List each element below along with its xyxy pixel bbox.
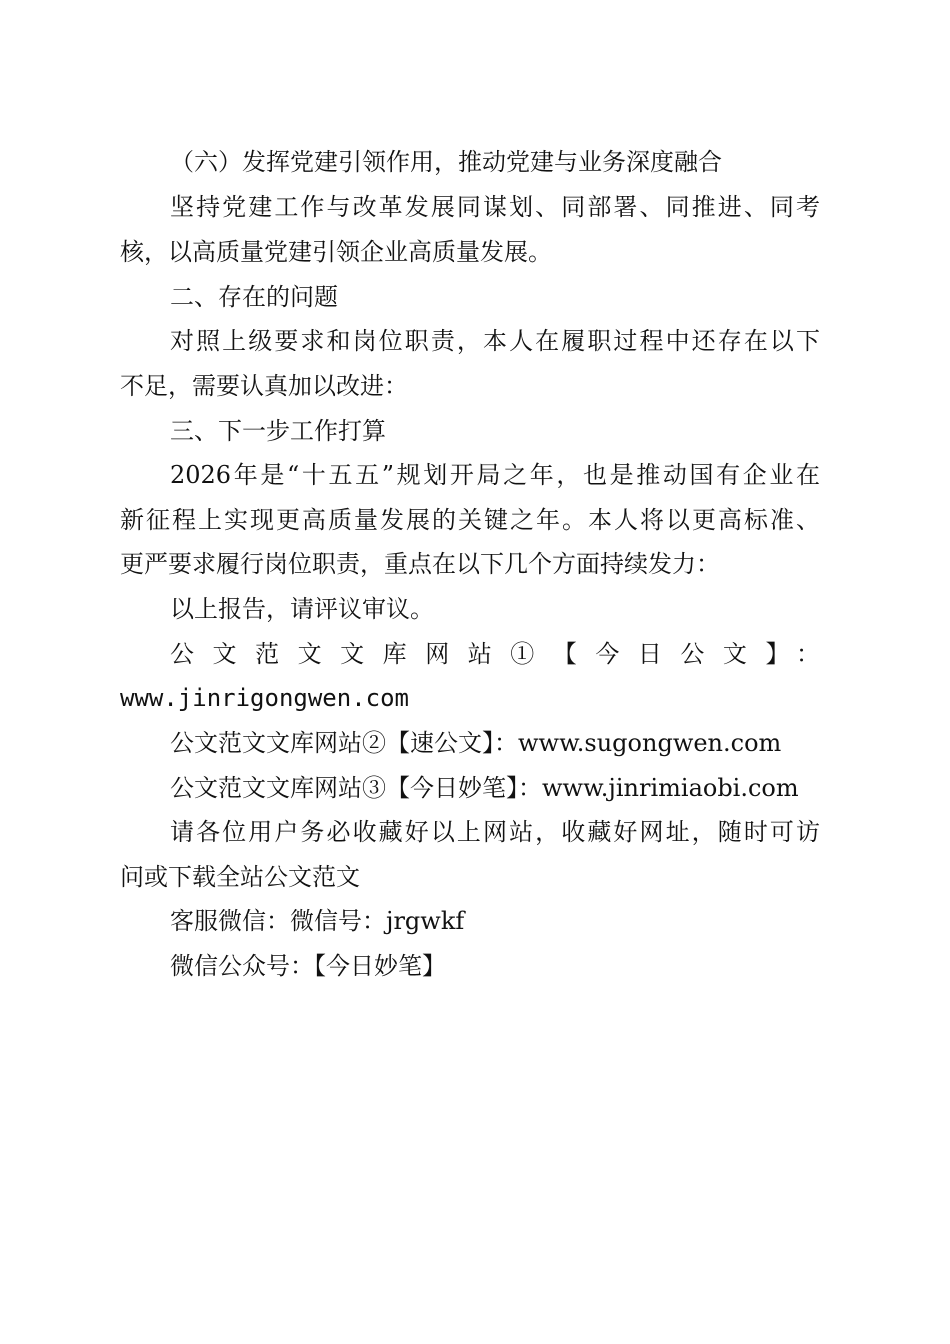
paragraph-6-line-2: 核，以高质量党建引领企业高质量发展。 [120,238,552,266]
site1-url[interactable]: www.jinrigongwen.com [120,684,409,712]
section-heading-3: 三、下一步工作打算 [170,417,386,445]
paragraph-6-line-1 [0,187,950,227]
closing-line: 以上报告，请评议审议。 [170,595,434,623]
paragraph-3-line-2-text: 新征程上实现更高质量发展的关键之年。本人将以更高标准、 [120,506,820,534]
site2-line[interactable]: 公文范文文库网站②【速公文】：www.sugongwen.com [170,729,782,757]
site1-label-line [0,634,950,674]
notice-line-1-text: 请各位用户务必收藏好以上网站，收藏好网址，随时可访 [170,818,820,846]
paragraph-2-line-2: 不足，需要认真加以改进： [120,372,408,400]
paragraph-6-line-1-text: 坚持党建工作与改革发展同谋划、同部署、同推进、同考 [170,193,820,221]
paragraph-3-line-1 [0,455,950,495]
wechat-public-line: 微信公众号：【今日妙笔】 [170,952,446,980]
paragraph-3-line-1-text: 2026年是“十五五”规划开局之年，也是推动国有企业在 [170,461,820,489]
paragraph-2-line-1 [0,321,950,361]
site3-line[interactable]: 公文范文文库网站③【今日妙笔】：www.jinrimiaobi.com [170,774,799,802]
notice-line-1 [0,812,950,852]
paragraph-3-line-2 [0,500,950,540]
notice-line-2: 问或下载全站公文范文 [120,863,360,891]
sub-heading-6: （六）发挥党建引领作用，推动党建与业务深度融合 [170,148,722,176]
wechat-service-line: 客服微信：微信号：jrgwkf [170,907,465,935]
paragraph-2-line-1-text: 对照上级要求和岗位职责，本人在履职过程中还存在以下 [170,327,820,355]
paragraph-3-line-3: 更严要求履行岗位职责，重点在以下几个方面持续发力： [120,550,720,578]
site1-label: 公文范文文库网站①【今日公文】： [170,640,820,668]
section-heading-2: 二、存在的问题 [170,283,338,311]
